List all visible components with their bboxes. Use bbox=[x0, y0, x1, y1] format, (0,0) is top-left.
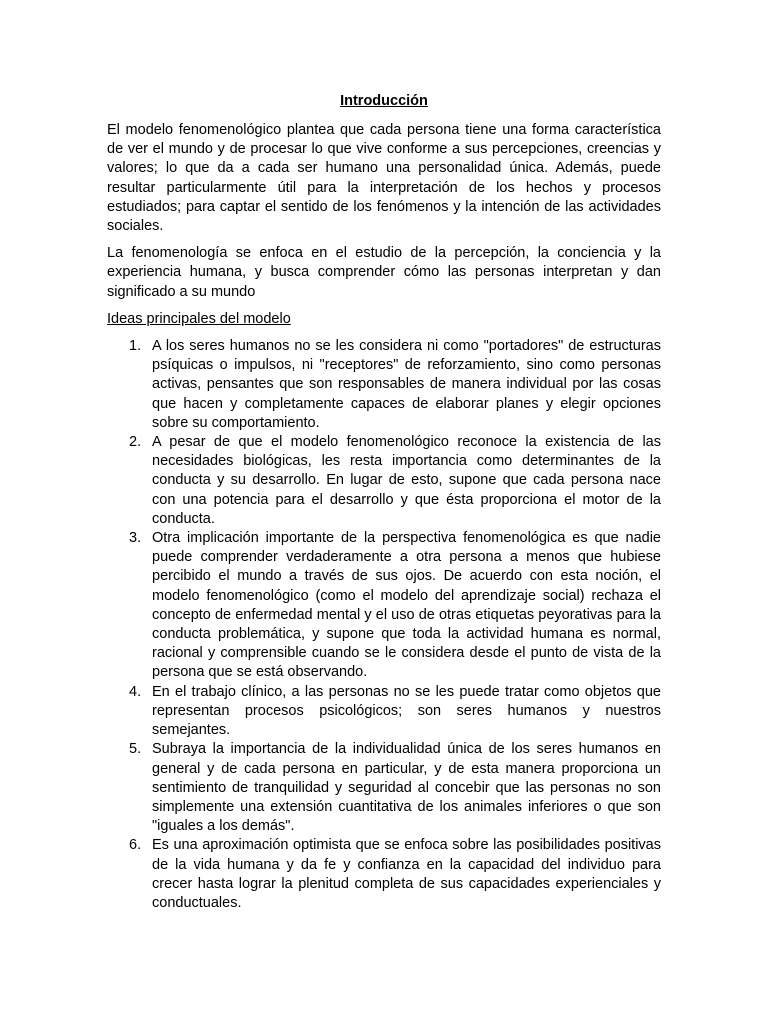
list-item bbox=[107, 337, 661, 433]
list-item-number: 2. bbox=[129, 434, 142, 451]
list-item-number: 1. bbox=[129, 338, 142, 355]
list-item-text: A pesar de que el modelo fenomenológico reconoce la existencia de las necesidades biológicas, les resta importancia como determinantes de la conducta y su desarrollo. En lugar de esto, supone que cada persona nace con una potencia para el desarrollo y que ésta proporciona el motor de la conducta. bbox=[152, 434, 661, 527]
document-page bbox=[107, 92, 661, 913]
list-item-text: En el trabajo clínico, a las personas no se les puede tratar como objetos que representan procesos psicológicos; son seres humanos y nuestros semejantes. bbox=[152, 683, 661, 739]
intro-paragraph-2: La fenomenología se enfoca en el estudio de la percepción, la conciencia y la experiencia humana, y busca comprender cómo las personas interpretan y dan significado a su mundo bbox=[107, 245, 661, 300]
list-item-text: A los seres humanos no se les considera ni como "portadores" de estructuras psíquicas o impulsos, ni "receptores" de reforzamiento, sino como personas activas, pensantes que son responsables de manera individual por las cosas que hacen y completamente capaces de elaborar planes y elegir opciones sobre su comportamiento. bbox=[152, 338, 661, 431]
list-item bbox=[107, 683, 661, 741]
list-item-text: Es una aproximación optimista que se enfoca sobre las posibilidades positivas de la vida humana y da fe y confianza en la capacidad del individuo para crecer hasta lograr la plenitud completa de sus capacidades experienciales y conductuales. bbox=[152, 837, 661, 911]
list-item-number: 6. bbox=[129, 837, 142, 854]
list-item bbox=[107, 529, 661, 683]
list-item-text: Otra implicación importante de la perspectiva fenomenológica es que nadie puede comprender verdaderamente a otra persona a menos que hubiese percibido el mundo a través de sus ojos. De acuerdo con esta noción, el modelo fenomenológico (como el modelo del aprendizaje social) rechaza el concepto de enfermedad mental y el uso de otras etiquetas peyorativas para la conducta problemática, y supone que toda la actividad humana es normal, racional y comprensible cuando se le considera desde el punto de vista de la persona que se está observando. bbox=[152, 530, 661, 681]
list-item-text: Subraya la importancia de la individualidad única de los seres humanos en general y de cada persona en particular, y de esta manera proporciona un sentimiento de tranquilidad y seguridad al concebir que las personas no son simplemente una extensión cuantitativa de los animales inferiores o que son "iguales a los demás". bbox=[152, 741, 661, 835]
list-item-number: 4. bbox=[129, 683, 142, 700]
list-item bbox=[107, 740, 661, 836]
ideas-subheading: Ideas principales del modelo bbox=[107, 310, 291, 327]
list-item bbox=[107, 433, 661, 529]
list-item-number: 5. bbox=[129, 741, 142, 758]
list-item-number: 3. bbox=[129, 530, 142, 547]
list-item bbox=[107, 836, 661, 913]
intro-paragraph-1: El modelo fenomenológico plantea que cada persona tiene una forma característica de ver el mundo y de procesar lo que vive conforme a sus percepciones, creencias y valores; lo que da a cada ser humano una personalidad única. Además, puede resultar particularmente útil para la interpretación de los hechos y procesos estudiados; para captar el sentido de los fenómenos y la intención de las actividades sociales. bbox=[107, 122, 661, 235]
ideas-list bbox=[107, 337, 661, 913]
document-title: Introducción bbox=[340, 93, 428, 109]
